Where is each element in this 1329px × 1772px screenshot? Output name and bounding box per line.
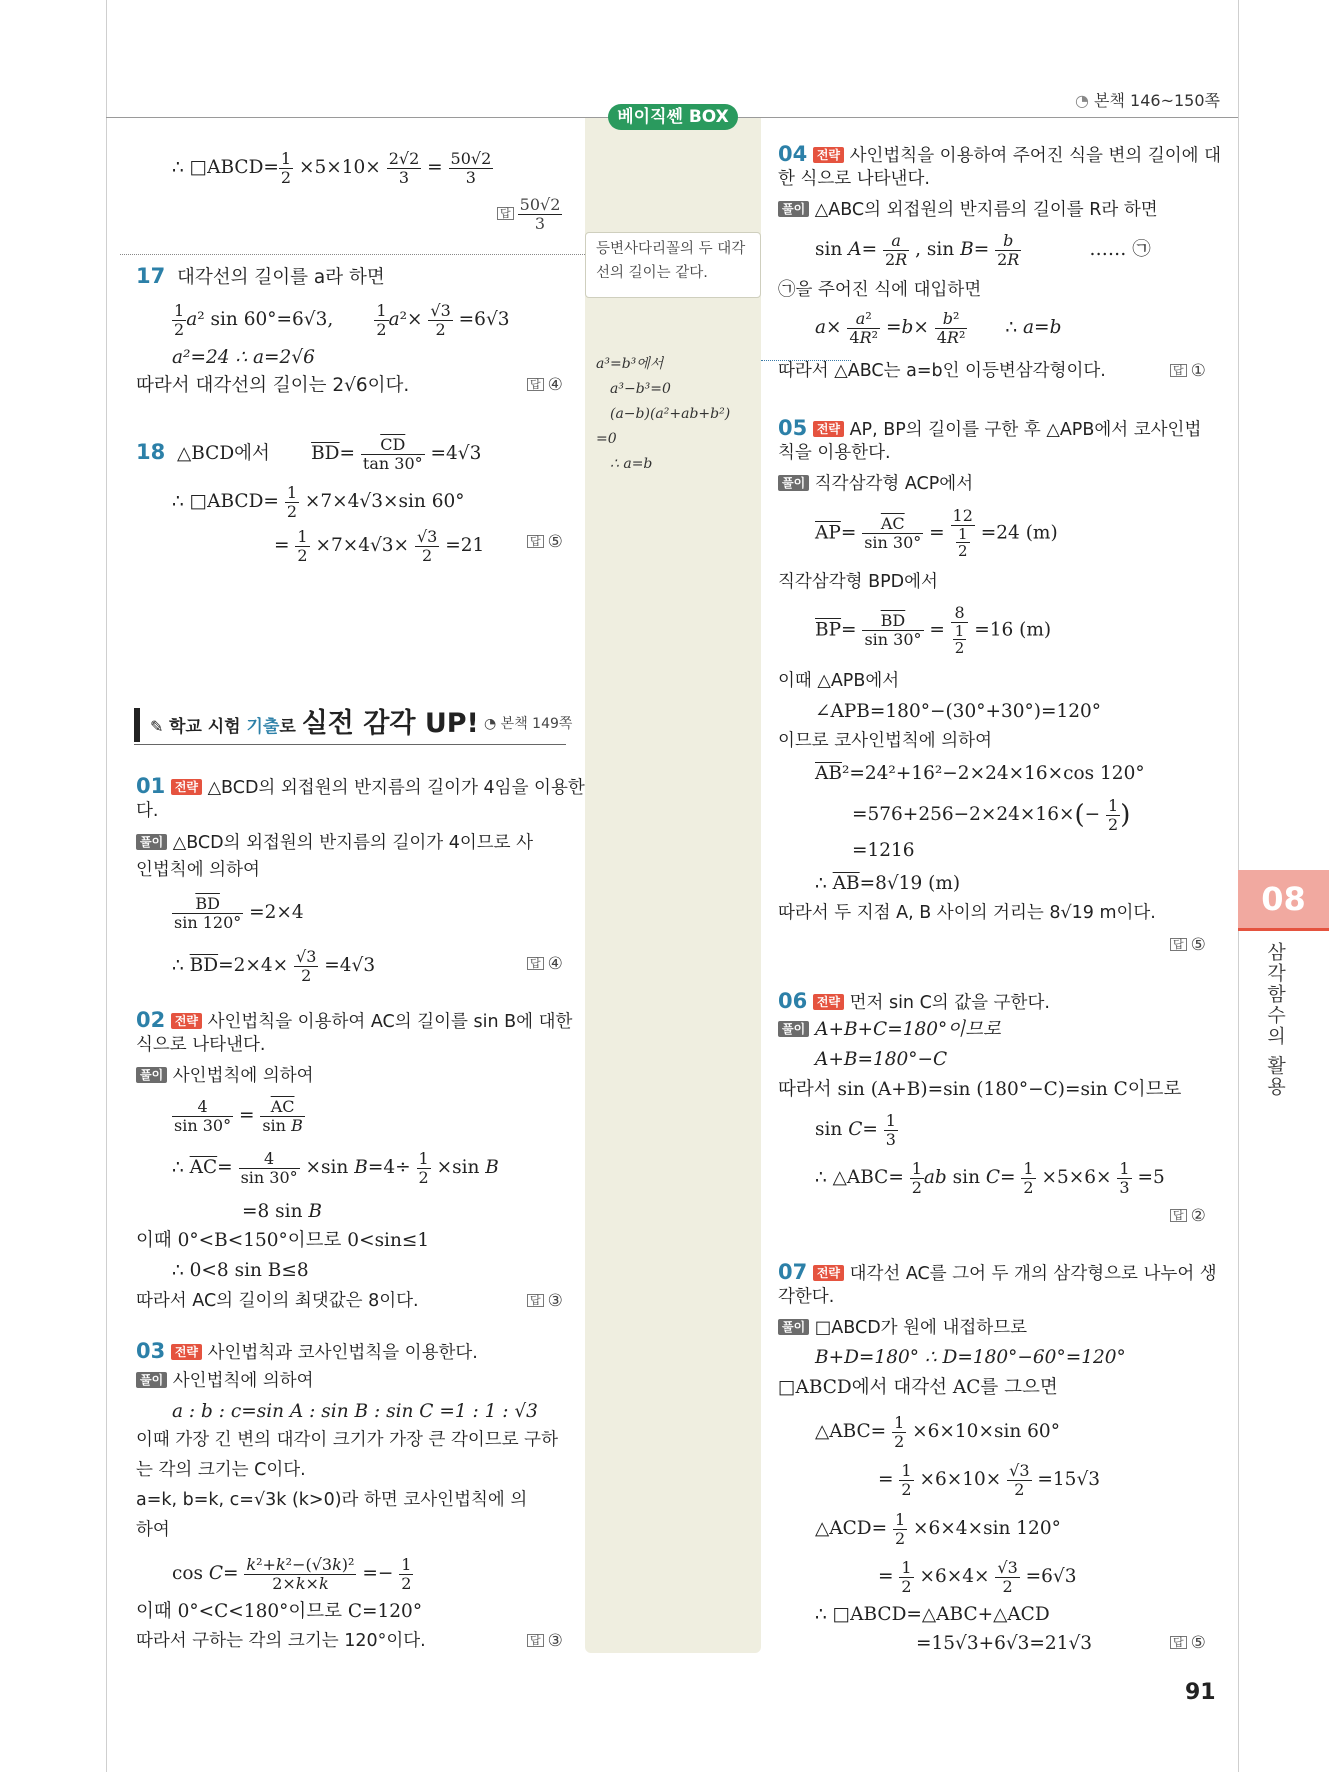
- chapter-tab-line: [1238, 928, 1329, 931]
- q06-sinc: sin C= $\frac{1}{3}$: [815, 1111, 896, 1149]
- q04-strategy: 04 전략 사인법칙을 이용하여 주어진 식을 변의 길이에 대: [778, 142, 1222, 166]
- p18-intro: 18 △BCD에서 $\overline{BD}=$ $\frac{\overline{CD}}{\tan 30^\circ}$ =4√3: [136, 435, 482, 473]
- q07-solution: 풀이 □ABCD가 원에 내접하므로: [778, 1319, 1027, 1338]
- q04-text: ㉠을 주어진 식에 대입하면: [778, 280, 982, 300]
- section-rule: [134, 744, 566, 745]
- q03-condition: 이때 0°<C<180°이므로 C=120°: [136, 1601, 423, 1622]
- section-ref: ◔ 본책 149쪽: [484, 716, 573, 732]
- basic-box-column: [585, 118, 761, 1653]
- q04-conclusion: 따라서 △ABC는 a=b인 이등변삼각형이다.: [778, 361, 1106, 381]
- p18-answer: 답 ⑤: [527, 534, 563, 551]
- q05-ab: ∴ $\overline{AB}=8√19$ (m): [815, 873, 961, 894]
- q05-conclusion: 따라서 두 지점 A, B 사이의 거리는 8√19 m이다.: [778, 903, 1156, 923]
- q05-answer: 답 ⑤: [1170, 937, 1206, 954]
- q01-eq2: ∴ $\overline{BD}=2\times 4\times$ $\frac{√3}{2}$ =4√3: [172, 947, 376, 985]
- q06-eq1: A+B=180°−C: [815, 1049, 948, 1070]
- q07-abc2: = $\frac{1}{2}$ ×6×10× $\frac{√3}{2}$ =15√3: [878, 1461, 1101, 1499]
- section-title: ✎ 학교 시험 기출로 실전 감각 UP!: [150, 708, 479, 739]
- q07-result: =15√3+6√3=21√3: [916, 1633, 1093, 1654]
- q03-text1: 이때 가장 긴 변의 대각이 크기가 가장 큰 각이므로 구하: [136, 1430, 558, 1450]
- chapter-title: 삼각함수의 활용: [1264, 942, 1286, 1098]
- q03-solution: 풀이 사인법칙에 의하여: [136, 1372, 314, 1391]
- q05-strategy-cont: 칙을 이용한다.: [778, 443, 891, 463]
- q03-cos: cos C= $\frac{\text{k²+k²−(√3k)²}}{2\times k\times k}$ =− $\frac{1}{2}$: [172, 1555, 412, 1593]
- q07-answer: 답 ⑤: [1170, 1635, 1206, 1652]
- q04-eq1: sin A= $\frac{a}{2R}$ , sin B= $\frac{b}{2R}$ …… ㉠: [815, 231, 1151, 269]
- q06-solution: 풀이 A+B+C=180°이므로: [778, 1021, 1001, 1040]
- q03-conclusion: 따라서 구하는 각의 크기는 120°이다.: [136, 1631, 426, 1651]
- q03-text4: 하여: [136, 1520, 170, 1540]
- basic-box-title: 베이직쎈 BOX: [608, 104, 738, 130]
- q02-answer: 답 ③: [527, 1293, 563, 1310]
- header-ref: ◔ 본책 146~150쪽: [1075, 91, 1220, 110]
- q07-eq1: B+D=180° ∴ D=180°−60°=120°: [815, 1347, 1126, 1368]
- p17-connector: [120, 254, 585, 255]
- left-margin-line: [106, 0, 107, 1772]
- q05-text3: 이므로 코사인법칙에 의하여: [778, 731, 992, 751]
- q06-text: 따라서 sin (A+B)=sin (180°−C)=sin C이므로: [778, 1079, 1182, 1100]
- q06-area: ∴ △ABC= $\frac{1}{2}$ ab sin C= $\frac{1}{2}$ ×5×6× $\frac{1}{3}$ =5: [815, 1159, 1165, 1197]
- q05-angle: ∠APB=180°−(30°+30°)=120°: [815, 701, 1102, 722]
- q07-abc1: △ABC= $\frac{1}{2}$ ×6×10×sin 60°: [815, 1413, 1060, 1451]
- q07-strategy-cont: 각한다.: [778, 1287, 835, 1307]
- q05-text2: 이때 △APB에서: [778, 671, 900, 691]
- q01-answer: 답 ④: [527, 956, 563, 973]
- q03-ratio: a : b : c=sin A : sin B : sin C =1 : 1 : √3: [172, 1401, 538, 1422]
- p16-answer: 답 $\frac{50√2}{3}$: [497, 196, 562, 232]
- q05-eq-ap: $\overline{AP}=$ $\frac{\overline{AC}}{\sin 30^\circ}$ = $\frac{12}{\frac{1}{2}}$ =24 (m): [815, 506, 1058, 561]
- q05-eq-bp: $\overline{BP}=$ $\frac{\overline{BD}}{\sin 30^\circ}$ = $\frac{8}{\frac{1}{2}}$ =16 (m): [815, 603, 1052, 658]
- p18-eq1: ∴ □ABCD= $\frac{1}{2}$ ×7×4√3×sin 60°: [172, 483, 465, 521]
- p16-line: ∴ □ABCD= $\frac{1}{2}$ ×5×10× $\frac{2√2}{3}$ = $\frac{50√2}{3}$: [172, 149, 492, 187]
- q02-range: ∴ 0<8 sin B≤8: [172, 1260, 309, 1281]
- q02-strategy-cont: 식으로 나타낸다.: [136, 1035, 266, 1055]
- q01-strategy-cont: 다.: [136, 801, 159, 821]
- q07-text: □ABCD에서 대각선 AC를 그으면: [778, 1377, 1058, 1398]
- q01-solution-cont: 인법칙에 의하여: [136, 860, 260, 880]
- p17-eq1: $\frac{1}{2}$ a² sin 60°=6√3, $\frac{1}{2}$ a²× $\frac{√3}{2}$ =6√3: [174, 301, 510, 339]
- q02-eq2: ∴ $\overline{AC}=$ $\frac{4}{\sin 30^\circ}$ ×sin B=4÷ $\frac{1}{2}$ ×sin B: [172, 1149, 499, 1187]
- q05-cos2: =576+256−2×24×16×(− $\frac{1}{2}$ ): [852, 796, 1131, 834]
- q05-cos3: =1216: [852, 840, 915, 861]
- q04-eq2: a× $\frac{\text{a²}}{\text{4R²}}$ =b× $\frac{\text{b²}}{\text{4R²}}$ ∴ a=b: [815, 309, 1062, 347]
- q02-strategy: 02 전략 사인법칙을 이용하여 AC의 길이를 sin B에 대한: [136, 1008, 573, 1032]
- p18-eq2: = $\frac{1}{2}$ ×7×4√3× $\frac{√3}{2}$ =21: [274, 527, 485, 565]
- p17-conclusion: 따라서 대각선의 길이는 2√6이다.: [136, 375, 410, 396]
- q02-eq1: $\frac{4}{\sin 30^\circ}$ = $\frac{\overline{AC}}{\text{sin B}}$: [174, 1097, 303, 1135]
- q01-strategy: 01 전략 △BCD의 외접원의 반지름의 길이가 4임을 이용한: [136, 774, 585, 798]
- q05-strategy: 05 전략 AP, BP의 길이를 구한 후 △APB에서 코사인법: [778, 416, 1202, 440]
- q06-strategy: 06 전략 먼저 sin C의 값을 구한다.: [778, 989, 1050, 1013]
- p17-eq2: a²=24 ∴ a=2√6: [172, 347, 315, 368]
- q02-solution: 풀이 사인법칙에 의하여: [136, 1067, 314, 1086]
- chapter-tab: 08: [1238, 870, 1329, 928]
- q05-cos1: $\overline{AB}^2=24^2+16^2-2\times 24\times 16\times\cos$ 120°: [815, 763, 1145, 784]
- q07-sum: ∴ □ABCD=△ABC+△ACD: [815, 1604, 1050, 1625]
- q05-solution: 풀이 직각삼각형 ACP에서: [778, 475, 973, 494]
- q02-conclusion: 따라서 AC의 길이의 최댓값은 8이다.: [136, 1291, 419, 1311]
- q03-strategy: 03 전략 사인법칙과 코사인법칙을 이용한다.: [136, 1339, 478, 1363]
- box-calc: a³=b³에서 a³−b³=0 (a−b)(a²+ab+b²) =0 ∴ a=b: [596, 356, 731, 472]
- section-bar: [134, 708, 140, 742]
- q05-text1: 직각삼각형 BPD에서: [778, 572, 938, 592]
- q07-strategy: 07 전략 대각선 AC를 그어 두 개의 삼각형으로 나누어 생: [778, 1260, 1217, 1284]
- q01-solution: 풀이 △BCD의 외접원의 반지름의 길이가 4이므로 사: [136, 834, 533, 853]
- q03-text2: 는 각의 크기는 C이다.: [136, 1460, 306, 1480]
- box-note: 등변사다리꼴의 두 대각선의 길이는 같다.: [585, 232, 761, 298]
- q07-acd2: = $\frac{1}{2}$ ×6×4× $\frac{√3}{2}$ =6√3: [878, 1558, 1077, 1596]
- page-number: 91: [1185, 1680, 1216, 1705]
- q04-strategy-cont: 한 식으로 나타낸다.: [778, 169, 930, 189]
- q07-acd1: △ACD= $\frac{1}{2}$ ×6×4×sin 120°: [815, 1510, 1061, 1548]
- q03-text3: a=k, b=k, c=√3k (k>0)라 하면 코사인법칙에 의: [136, 1490, 528, 1510]
- p17-intro: 17 대각선의 길이를 a라 하면: [136, 264, 385, 288]
- q02-condition: 이때 0°<B<150°이므로 0<sin≤1: [136, 1230, 430, 1251]
- q01-eq1: $\frac{\overline{BD}}{\sin 120^\circ}$ =2×4: [174, 894, 304, 932]
- q04-solution: 풀이 △ABC의 외접원의 반지름의 길이를 R라 하면: [778, 201, 1158, 220]
- q04-answer: 답 ①: [1170, 363, 1206, 380]
- q02-eq3: =8 sin B: [242, 1201, 322, 1222]
- p17-answer: 답 ④: [527, 377, 563, 394]
- q03-answer: 답 ③: [527, 1633, 563, 1650]
- q06-answer: 답 ②: [1170, 1208, 1206, 1225]
